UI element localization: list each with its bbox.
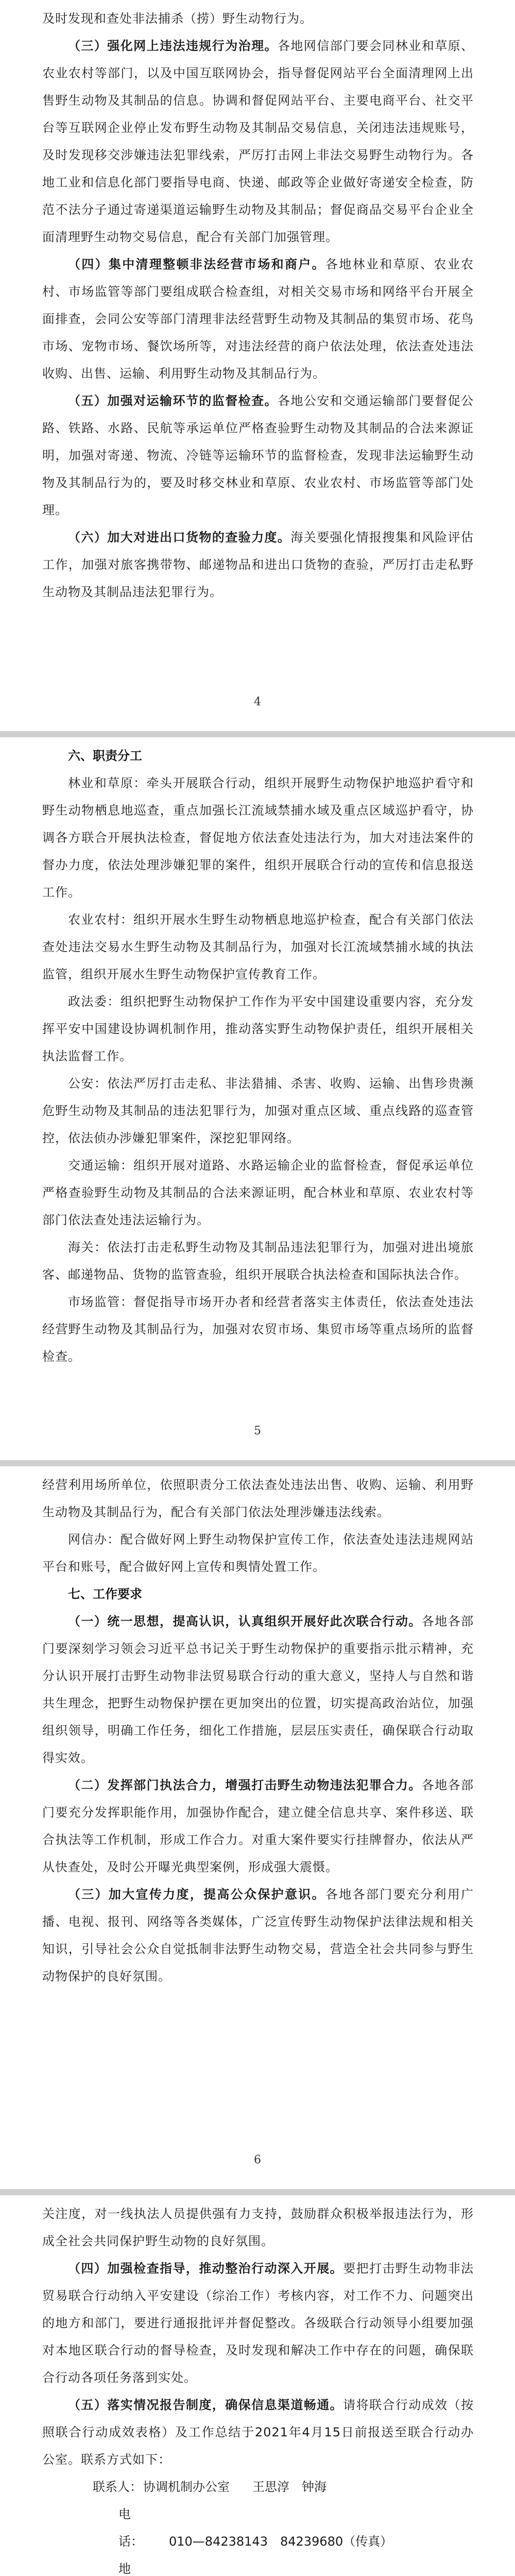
paragraph: （二）发挥部门执法合力，增强打击野生动物违法犯罪合力。各地各部门要充分发挥职能作用，加强协作配合，建立健全信息共享、案件移送、联合执法等工作机制，形成工作合力。对重大案件要实行挂牌督办，依法从严从快查处，及时公开曝光典型案例，形成强大震慑。 xyxy=(42,1778,474,1874)
page-divider xyxy=(0,731,515,737)
page-number: 4 xyxy=(254,696,261,708)
section-heading: 七、工作要求 xyxy=(68,1587,142,1601)
document-page-6 xyxy=(0,1466,515,2189)
paragraph: 经营利用场所单位，依照职责分工依法查处违法出售、收购、运输、利用野生动物及其制品行为，配合有关部门依法处理涉嫌违法线索。 xyxy=(42,1478,474,1519)
paragraph: （三）加大宣传力度，提高公众保护意识。各地各部门要充分利用广播、电视、报刊、网络等各类媒体，广泛宣传野生动物保护法律法规和相关知识，引导社会公众自觉抵制非法野生动物交易，营造全社会共同参与野生动物保护的良好氛围。 xyxy=(42,1887,474,1984)
paragraph: 交通运输：组织开展对道路、水路运输企业的监督检查，督促承运单位严格查验野生动物及其制品的合法来源证明，配合林业和草原、农业农村等部门依法查处违法运输行为。 xyxy=(42,1158,474,1227)
contact-block xyxy=(42,2473,474,2576)
document-page-7 xyxy=(0,2195,515,2576)
paragraph: 及时发现和查处非法捕杀（捞）野生动物行为。 xyxy=(42,11,313,26)
paragraph: （六）加大对进出口货物的查验力度。海关要强化情报搜集和风险评估工作，加强对旅客携带物、邮递物品和进出口货物的查验，严厉打击走私野生动物及其制品违法犯罪行为。 xyxy=(42,530,474,599)
contact-address-line: 地 xyxy=(118,2562,131,2576)
paragraph: （三）强化网上违法违规行为治理。各地网信部门要会同林业和草原、农业农村等部门，以及中国互联网协会，指导督促网站平台全面清理网上出售野生动物及其制品的信息。协调和督促网站平台、主要电商平台、社交平台等互联网企业停止发布野生动物及其制品交易信息，关闭违法违规账号，及时发现移交涉嫌违法犯罪线索，严厉打击网上非法交易野生动物行为。各地工业和信息化部门要指导电商、快递、邮政等企业做好寄递安全检查，防范不法分子通过寄递渠道运输野生动物及其制品；督促商品交易平台企业全面清理野生动物交易信息，配合有关部门加强管理。 xyxy=(42,39,474,244)
paragraph: 公安：依法严厉打击走私、非法猎捕、杀害、收购、运输、出售珍贵濒危野生动物及其制品的违法犯罪行为，加强对重点区域、重点线路的巡查管控，依法侦办涉嫌犯罪案件，深挖犯罪网络。 xyxy=(42,1076,474,1145)
paragraph: （四）加强检查指导，推动整治行动深入开展。要把打击野生动物非法贸易联合行动纳入平安建设（综治工作）考核内容，对工作不力、问题突出的地方和部门，要进行通报批评并督促整改。各级联合行动领导小组要加强对本地区联合行动的督导检查，及时发现和解决工作中存在的问题，确保联合行动各项任务落到实处。 xyxy=(42,2261,474,2385)
page-divider xyxy=(0,1460,515,1466)
paragraph: （五）落实情况报告制度，确保信息渠道畅通。请将联合行动成效（按照联合行动成效表格）及工作总结于2021年4月15日前报送至联合行动办公室。联系方式如下： xyxy=(42,2398,474,2467)
paragraph: 市场监管：督促指导市场开办者和经营者落实主体责任，依法查处违法经营野生动物及其制品行为，加强对农贸市场、集贸市场等重点场所的监督检查。 xyxy=(42,1295,474,1364)
paragraph: 海关：依法打击走私野生动物及其制品违法犯罪行为，加强对进出境旅客、邮递物品、货物的监管查验，组织开展联合执法检查和国际执法合作。 xyxy=(42,1240,474,1282)
paragraph: （五）加强对运输环节的监督检查。各地公安和交通运输部门要督促公路、铁路、水路、民航等承运单位严格查验野生动物及其制品的合法来源证明，加强对寄递、物流、冷链等运输环节的监督检查，发现非法运输野生动物及其制品行为的，要及时移交林业和草原、农业农村、市场监管等部门处理。 xyxy=(42,394,474,517)
paragraph: 网信办：配合做好网上野生动物保护宣传工作，依法查处违法违规网站平台和账号，配合做好网上宣传和舆情处置工作。 xyxy=(42,1532,474,1574)
page-number: 6 xyxy=(254,2154,261,2166)
page-divider xyxy=(0,2189,515,2195)
page-number: 5 xyxy=(254,1425,261,1437)
paragraph: （一）统一思想，提高认识，认真组织开展好此次联合行动。各地各部门要深刻学习领会习近平总书记关于野生动物保护的重要指示批示精神，充分认识开展打击野生动物非法贸易联合行动的重大意义，坚持人与自然和谐共生理念，把野生动物保护摆在更加突出的位置，切实提高政治站位，加强组织领导，明确工作任务，细化工作措施，层层压实责任，确保联合行动取得实效。 xyxy=(42,1614,474,1765)
paragraph: 政法委：组织把野生动物保护工作作为平安中国建设重要内容，充分发挥平安中国建设协调机制作用，推动落实野生动物保护责任，组织开展相关执法监督工作。 xyxy=(42,994,474,1063)
paragraph: 关注度，对一线执法人员提供强有力支持，鼓励群众积极举报违法行为，形成全社会共同保护野生动物的良好氛围。 xyxy=(42,2207,474,2248)
paragraph: 林业和草原：牵头开展联合行动，组织开展野生动物保护地巡护看守和野生动物栖息地巡查，重点加强长江流域禁捕水域及重点区域巡护看守，协调各方联合开展执法检查，督促地方依法查处违法行为，加大对违法案件的督办力度，依法处理涉嫌犯罪的案件，组织开展联合行动的宣传和信息报送工作。 xyxy=(42,776,474,900)
document-page-4 xyxy=(0,0,515,731)
contact-unit-line: 联系人：协调机制办公室 王思淳 钟海 xyxy=(93,2480,327,2494)
contact-phone-line: 电 话： 010—84238143 84239680（传真） xyxy=(118,2507,393,2549)
paragraph: （四）集中清理整顿非法经营市场和商户。各地林业和草原、农业农村、市场监管等部门要组成联合检查组，对相关交易市场和网络平台开展全面排查，会同公安等部门清理非法经营野生动物及其制品的集贸市场、花鸟市场、宠物市场、餐饮场所等，对违法经营的商户依法处理，依法查处违法收购、出售、运输、利用野生动物及其制品行为。 xyxy=(42,257,474,381)
section-heading: 六、职责分工 xyxy=(68,749,142,763)
paragraph: 农业农村：组织开展水生野生动物栖息地巡护检查，配合有关部门依法查处违法交易水生野生动物及其制品行为，加强对长江流域禁捕水域的执法监管，组织开展水生野生动物保护宣传教育工作。 xyxy=(42,912,474,981)
document-page-5 xyxy=(0,737,515,1460)
